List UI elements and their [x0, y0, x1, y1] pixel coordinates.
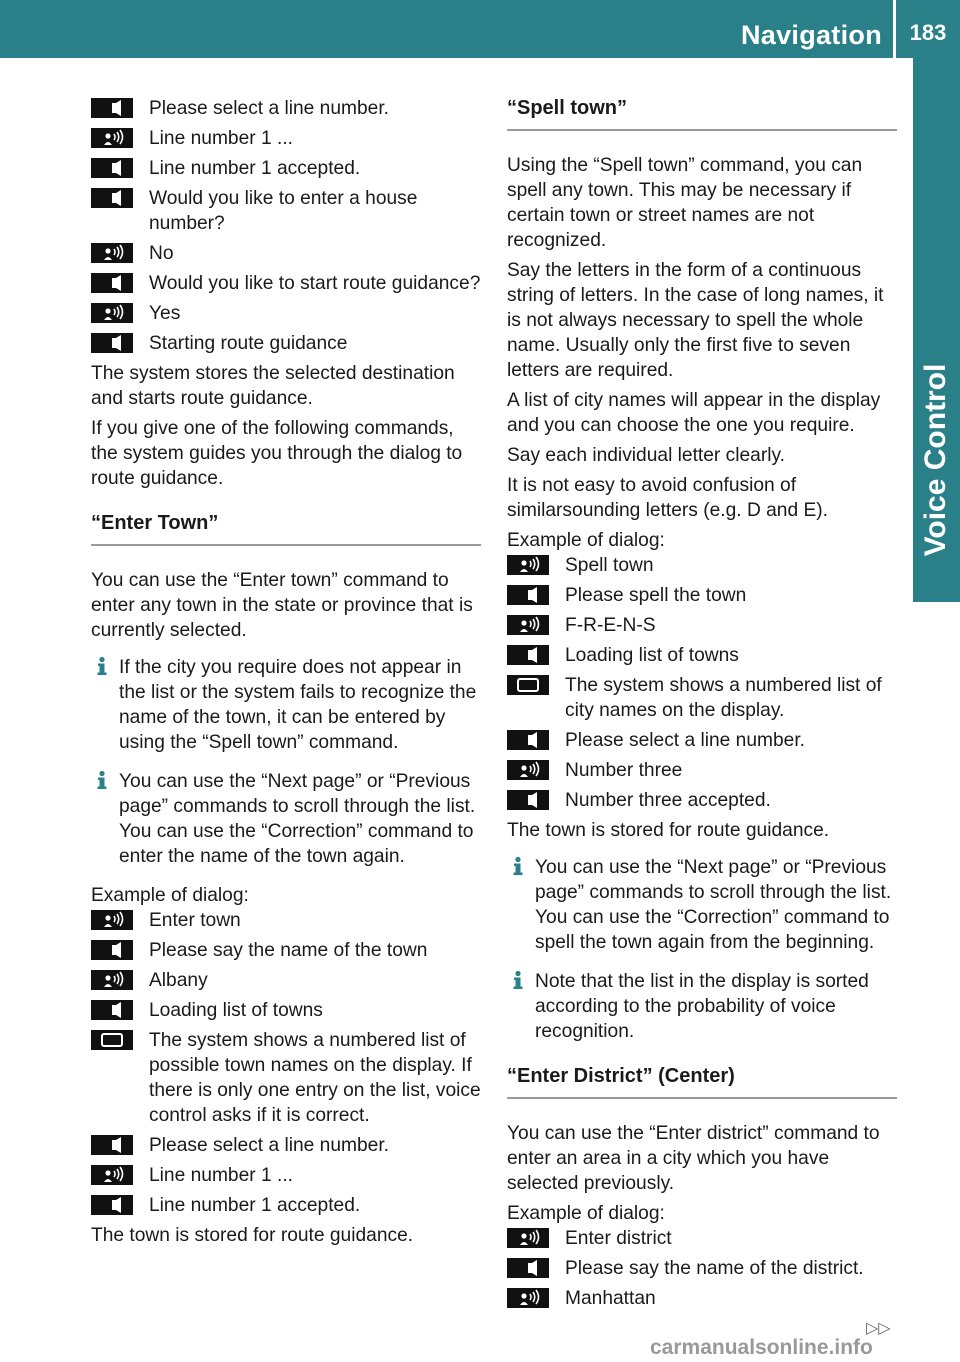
voice-command-icon: [507, 1228, 549, 1248]
dialog-line: [91, 938, 481, 963]
voice-command-icon: [507, 615, 549, 635]
paragraph: You can use the “Enter district” command to enter an area in a city which you have selected previously.: [507, 1123, 880, 1194]
dialog-line: [507, 788, 897, 813]
dialog-line: [507, 1286, 897, 1311]
dialog-line: [507, 758, 897, 783]
dialog-text: Loading list of towns: [565, 645, 739, 666]
dialog-text: Enter town: [149, 910, 241, 931]
dialog-text: Manhattan: [565, 1288, 656, 1309]
watermark: carmanualsonline.info: [650, 1336, 873, 1359]
dialog-line: [91, 908, 481, 933]
dialog-text: The system shows a numbered list of city names on the display.: [565, 675, 882, 721]
dialog-line: [91, 1193, 481, 1218]
dialog-text: Number three: [565, 760, 683, 781]
info-note: [507, 855, 897, 955]
paragraph: It is not easy to avoid confusion of similarsounding letters (e.g. D and E).: [507, 475, 828, 521]
voice-command-icon: [507, 1288, 549, 1308]
display-icon: [507, 675, 549, 695]
dialog-line: [91, 1163, 481, 1188]
speaker-icon: [91, 1135, 133, 1155]
dialog-text: Loading list of towns: [149, 1000, 323, 1021]
dialog-text: Line number 1 ...: [149, 1165, 293, 1186]
dialog-text: Would you like to start route guidance?: [149, 273, 481, 294]
dialog-line: [91, 301, 481, 326]
speaker-icon: [91, 188, 133, 208]
dialog-block: [507, 553, 897, 813]
dialog-text: Please select a line number.: [149, 1135, 389, 1156]
speaker-icon: [507, 730, 549, 750]
paragraph: If you give one of the following commands, the system guides you through the dialog to route guidance.: [91, 418, 463, 489]
paragraph: Using the “Spell town” command, you can spell any town. This may be necessary if certain town or street names are not recognized.: [507, 155, 863, 251]
info-text: You can use the “Next page” or “Previous page” commands to scroll through the list. You can use the “Correction” command to enter the name of the town again.: [119, 771, 476, 867]
speaker-icon: [91, 1195, 133, 1215]
speaker-icon: [91, 158, 133, 178]
dialog-text: Would you like to enter a house number?: [149, 188, 418, 234]
dialog-line: [91, 1028, 481, 1128]
page-header: [0, 0, 960, 58]
voice-command-icon: [507, 555, 549, 575]
speaker-icon: [91, 1000, 133, 1020]
speaker-icon: [91, 940, 133, 960]
dialog-line: [507, 553, 897, 578]
dialog-text: Line number 1 accepted.: [149, 158, 361, 179]
info-icon: [509, 856, 527, 876]
dialog-line: [91, 998, 481, 1023]
dialog-block: [91, 908, 481, 1218]
info-note: [91, 655, 481, 755]
example-label: Example of dialog:: [507, 530, 665, 551]
speaker-icon: [507, 645, 549, 665]
chapter-title: Navigation: [740, 20, 882, 50]
voice-command-icon: [91, 303, 133, 323]
dialog-line: [91, 156, 481, 181]
paragraph: The town is stored for route guidance.: [507, 820, 830, 841]
voice-command-icon: [91, 910, 133, 930]
voice-command-icon: [91, 128, 133, 148]
dialog-block: [507, 1226, 897, 1311]
paragraph: The town is stored for route guidance.: [91, 1225, 414, 1246]
dialog-text: Spell town: [565, 555, 654, 576]
dialog-line: [507, 583, 897, 608]
dialog-line: [91, 186, 481, 236]
speaker-icon: [91, 98, 133, 118]
dialog-block: [91, 96, 481, 356]
paragraph: Say each individual letter clearly.: [507, 445, 786, 466]
dialog-line: [507, 613, 897, 638]
speaker-icon: [507, 1258, 549, 1278]
dialog-line: [91, 271, 481, 296]
example-label: Example of dialog:: [91, 885, 249, 906]
dialog-line: [91, 1133, 481, 1158]
dialog-line: [91, 968, 481, 993]
paragraph: Say the letters in the form of a continuous string of letters. In the case of long names, it is not always necessary to spell the whole name. Usually only the first five to seven letters are required.: [507, 260, 884, 381]
dialog-text: The system shows a numbered list of possible town names on the display. If there is only one entry on the list, voice control asks if it is correct.: [149, 1030, 481, 1126]
dialog-text: No: [149, 243, 174, 264]
section-heading-spell-town: “Spell town”: [507, 96, 897, 131]
dialog-text: Yes: [149, 303, 181, 324]
dialog-line: [507, 643, 897, 668]
dialog-text: Number three accepted.: [565, 790, 771, 811]
page-number: 183: [909, 20, 947, 45]
dialog-line: [91, 241, 481, 266]
dialog-line: [91, 96, 481, 121]
dialog-line: [91, 126, 481, 151]
dialog-text: Starting route guidance: [149, 333, 348, 354]
voice-command-icon: [91, 970, 133, 990]
info-text: If the city you require does not appear in the list or the system fails to recognize the name of the town, it can be entered by using the “Spell town” command.: [119, 657, 477, 753]
dialog-line: [507, 728, 897, 753]
info-text: Note that the list in the display is sorted according to the probability of voice recognition.: [535, 971, 869, 1042]
paragraph: You can use the “Enter town” command to enter any town in the state or province that is currently selected.: [91, 570, 473, 641]
example-label: Example of dialog:: [507, 1203, 665, 1224]
paragraph: The system stores the selected destination and starts route guidance.: [91, 363, 455, 409]
section-heading-enter-district: “Enter District” (Center): [507, 1064, 897, 1099]
dialog-text: Line number 1 ...: [149, 128, 293, 149]
dialog-line: [507, 673, 897, 723]
right-column: [507, 96, 897, 1316]
continue-arrows: ▷▷: [866, 1320, 891, 1337]
dialog-text: Line number 1 accepted.: [149, 1195, 361, 1216]
dialog-text: Please spell the town: [565, 585, 747, 606]
dialog-text: Albany: [149, 970, 208, 991]
dialog-text: Please select a line number.: [149, 98, 389, 119]
dialog-line: [507, 1256, 897, 1281]
dialog-text: F-R-E-N-S: [565, 615, 656, 636]
section-heading-enter-town: “Enter Town”: [91, 511, 481, 546]
dialog-text: Please say the name of the town: [149, 940, 428, 961]
paragraph: A list of city names will appear in the display and you can choose the one you require.: [507, 390, 881, 436]
section-label: Voice Control: [919, 363, 952, 557]
info-icon: [93, 770, 111, 790]
info-text: You can use the “Next page” or “Previous page” commands to scroll through the list. You can use the “Correction” command to spell the town again from the beginning.: [535, 857, 892, 953]
voice-command-icon: [91, 243, 133, 263]
dialog-text: Please say the name of the district.: [565, 1258, 864, 1279]
voice-command-icon: [91, 1165, 133, 1185]
speaker-icon: [507, 585, 549, 605]
speaker-icon: [91, 273, 133, 293]
dialog-line: [507, 1226, 897, 1251]
dialog-text: Enter district: [565, 1228, 672, 1249]
left-column: [91, 96, 481, 1253]
speaker-icon: [507, 790, 549, 810]
dialog-text: Please select a line number.: [565, 730, 805, 751]
info-icon: [93, 656, 111, 676]
info-icon: [509, 970, 527, 990]
info-note: [91, 769, 481, 869]
info-note: [507, 969, 897, 1044]
dialog-line: [91, 331, 481, 356]
display-icon: [91, 1030, 133, 1050]
speaker-icon: [91, 333, 133, 353]
voice-command-icon: [507, 760, 549, 780]
